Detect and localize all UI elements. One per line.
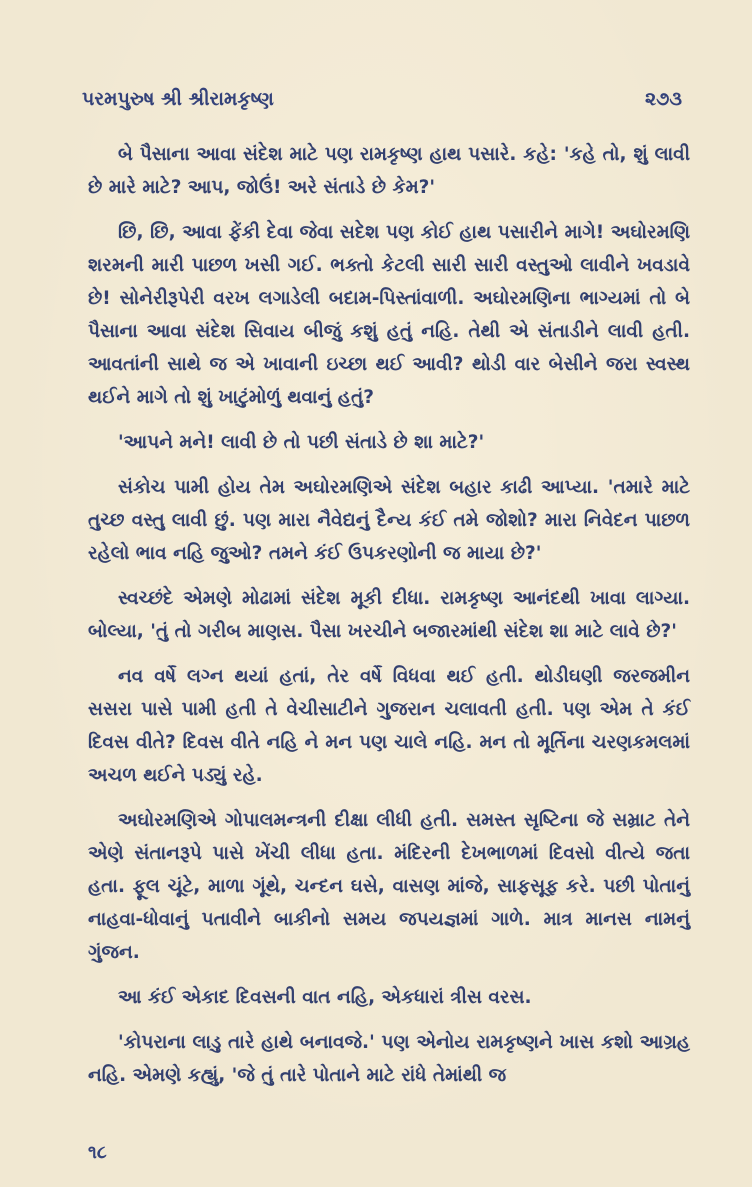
paragraph: નવ વર્ષે લગ્ન થયાં હતાં, તેર વર્ષે વિધવા થઈ હતી. થોડીઘણી જરજમીન સસરા પાસે પામી હતી તે વેચીસાટીને ગુજરાન ચલાવતી હતી. પણ એમ તે કંઈ દિવસ વીતે? દિવસ વીતે નહિ ને મન પણ ચાલે નહિ. મન તો મૂર્તિના ચરણકમલમાં અચળ થઈને પડ્યું રહે. [88, 666, 690, 786]
paragraph: આ કંઈ એકાદ દિવસની વાત નહિ, એકધારાં ત્રીસ વરસ. [118, 987, 532, 1008]
page-header [82, 88, 690, 132]
signature-mark: ૧૮ [88, 1142, 107, 1163]
running-title: પરમપુરુષ શ્રી શ્રીરામકૃષ્ણ [82, 88, 274, 110]
paragraph: સંકોચ પામી હોય તેમ અઘોરમણિએ સંદેશ બહાર કાઢી આપ્યા. 'તમારે માટે તુચ્છ વસ્તુ લાવી છું. પણ મારા નૈવેદ્યનું દૈન્ય કંઈ તમે જોશો? મારા નિવેદન પાછળ રહેલો ભાવ નહિ જુઓ? તમને કંઈ ઉપકરણોની જ માયા છે?' [88, 477, 690, 564]
paragraph: સ્વચ્છંદે એમણે મોઢામાં સંદેશ મૂકી દીધા. રામકૃષ્ણ આનંદથી ખાવા લાગ્યા. બોલ્યા, 'તું તો ગરીબ માણસ. પૈસા ખરચીને બજારમાંથી સંદેશ શા માટે લાવે છે?' [88, 588, 690, 642]
paragraph: બે પૈસાના આવા સંદેશ માટે પણ રામકૃષ્ણ હાથ પસારે. કહે: 'કહે તો, શું લાવી છે મારે માટે? આપ, જોઉં! અરે સંતાડે છે કેમ?' [88, 144, 690, 198]
paragraph: છિ, છિ, આવા ફેંકી દેવા જેવા સદેશ પણ કોઈ હાથ પસારીને માગે! અઘોરમણિ શરમની મારી પાછળ ખસી ગઈ. ભક્તો કેટલી સારી સારી વસ્તુઓ લાવીને ખવડાવે છે! સોનેરીરૂપેરી વરખ લગાડેલી બદામ-પિસ્તાંવાળી. અઘોરમણિના ભાગ્યમાં તો બે પૈસાના આવા સંદેશ સિવાય બીજું કશું હતું નહિ. તેથી એ સંતાડીને લાવી હતી. આવતાંની સાથે જ એ ખાવાની ઇચ્છા થઈ આવી? થોડી વાર બેસીને જરા સ્વસ્થ થઈને માગે તો શું ખાટુંમોળું થવાનું હતું? [88, 222, 690, 408]
paragraph: અઘોરમણિએ ગોપાલમન્ત્રની દીક્ષા લીધી હતી. સમસ્ત સૃષ્ટિના જે સમ્રાટ તેને એણે સંતાનરૂપે પાસે ખેંચી લીધા હતા. મંદિરની દેખભાળમાં દિવસો વીત્યે જતા હતા. ફૂલ ચૂંટે, માળા ગૂંથે, ચન્દન ઘસે, વાસણ માંજે, સાફસૂફ કરે. પછી પોતાનું નાહવા-ધોવાનું પતાવીને બાકીનો સમય જપયજ્ઞમાં ગાળે. માત્ર માનસ નામનું ગુંજન. [88, 810, 690, 963]
paragraph: 'આપને મને! લાવી છે તો પછી સંતાડે છે શા માટે?' [118, 432, 485, 453]
page-body [88, 138, 690, 1092]
paragraph: 'કોપરાના લાડુ તારે હાથે બનાવજે.' પણ એનોય રામકૃષ્ણને ખાસ કશો આગ્રહ નહિ. એમણે કહ્યું, 'જે તું તારે પોતાને માટે રાંધે તેમાંથી જ [88, 1032, 690, 1086]
page-number: ૨૭૩ [644, 88, 682, 110]
